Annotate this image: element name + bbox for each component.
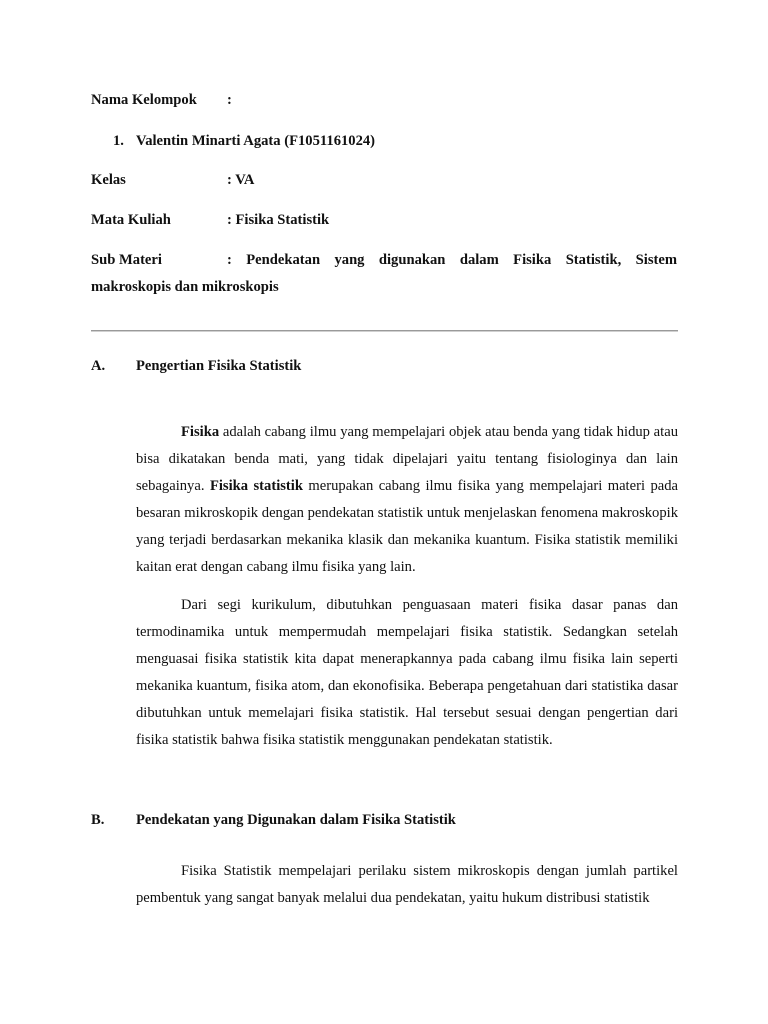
member-number: 1. [113, 133, 124, 149]
submateri-label: Sub Materi [91, 252, 162, 268]
section-letter: B. [91, 812, 105, 828]
class-label: Kelas [91, 172, 126, 188]
section-title: Pengertian Fisika Statistik [136, 358, 302, 374]
section-letter: A. [91, 358, 106, 374]
submateri-value: : Pendekatan yang digunakan dalam Fisika Statistik, Sistem [227, 252, 677, 268]
paragraph [136, 419, 678, 581]
paragraph [136, 858, 678, 912]
member-name: Valentin Minarti Agata (F1051161024) [136, 133, 376, 149]
paragraph-text: adalah cabang ilmu yang mempelajari objek atau benda yang tidak hidup atau bisa dikatakan benda mati, yang tidak dipelajari yaitu tentang fisiologinya dan lain sebagainya. [136, 424, 678, 494]
term-fisika-statistik: Fisika statistik [209, 478, 303, 494]
paragraph [136, 592, 678, 754]
paragraph-text: merupakan cabang ilmu fisika yang mempelajari materi pada besaran mikroskopik dengan pendekatan statistik untuk menjelaskan fenomena makroskopik yang terjadi berdasarkan mekanika klasik dan mekanika kuantum. Fisika statistik memiliki kaitan erat dengan cabang ilmu fisika yang lain. [136, 478, 678, 575]
group-colon: : [227, 92, 232, 108]
member-item [113, 133, 375, 150]
section-title: Pendekatan yang Digunakan dalam Fisika Statistik [136, 812, 456, 828]
term-fisika: Fisika [181, 424, 220, 440]
submateri-value-continued: makroskopis dan mikroskopis [91, 279, 279, 295]
class-value: : VA [227, 172, 255, 188]
header-divider [91, 330, 678, 332]
course-label: Mata Kuliah [91, 212, 171, 228]
paragraph-text: Fisika Statistik mempelajari perilaku sistem mikroskopis dengan jumlah partikel pembentuk yang sangat banyak melalui dua pendekatan, yaitu hukum distribusi statistik [136, 863, 678, 906]
paragraph-text: Dari segi kurikulum, dibutuhkan penguasaan materi fisika dasar panas dan termodinamika untuk mempermudah mempelajari fisika statistik. Sedangkan setelah menguasai fisika statistik kita dapat menerapkannya pada cabang ilmu fisika lain seperti mekanika kuantum, fisika atom, dan ekonofisika. Beberapa pengetahuan dari statistika dasar dibutuhkan untuk memelajari fisika statistik. Hal tersebut sesuai dengan pengertian dari fisika statistik bahwa fisika statistik menggunakan pendekatan statistik. [136, 597, 678, 748]
course-value: : Fisika Statistik [227, 212, 330, 228]
group-label: Nama Kelompok [91, 92, 197, 108]
